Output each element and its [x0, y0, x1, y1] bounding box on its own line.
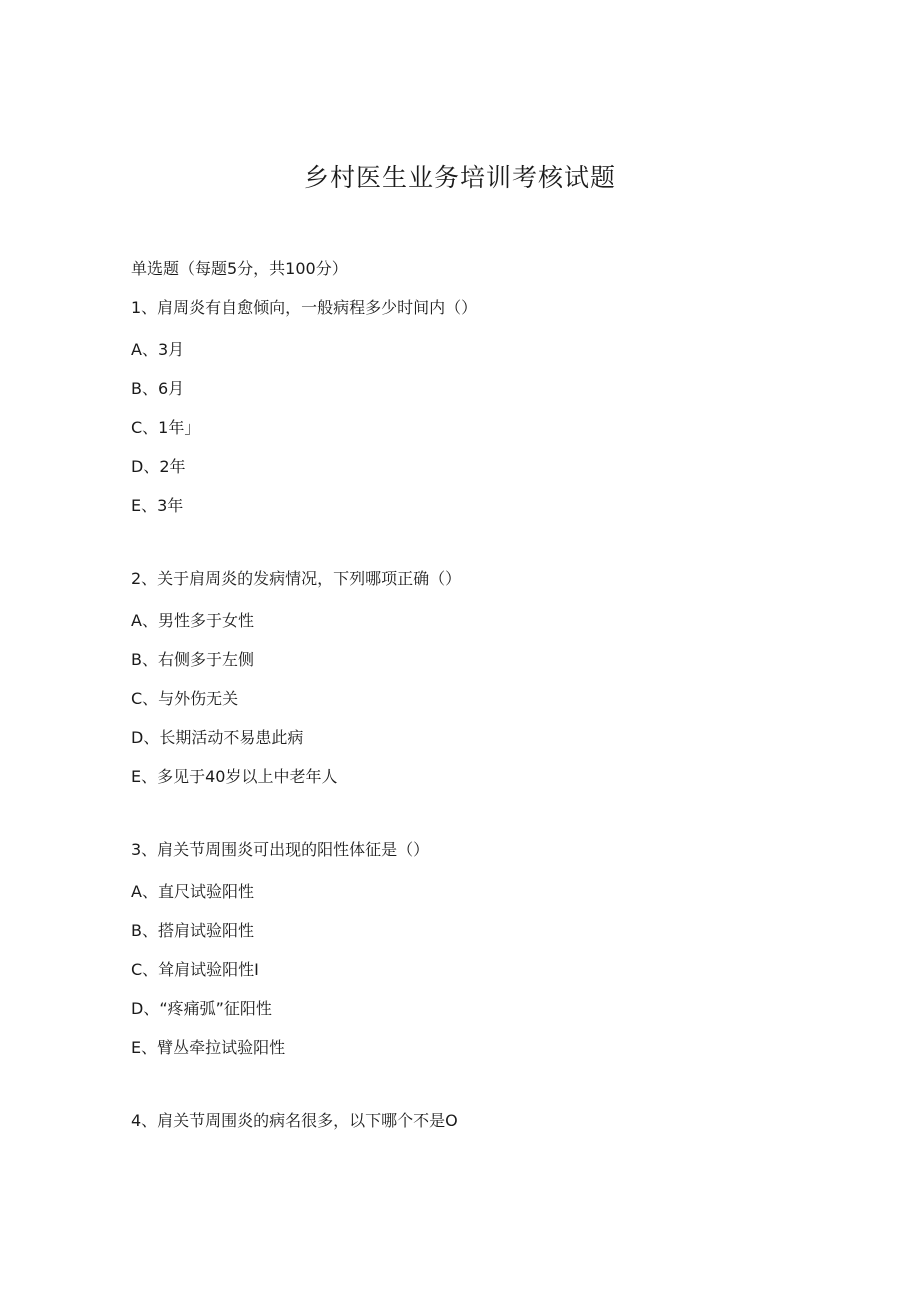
question-2-option-a: A、男性多于女性 — [131, 611, 254, 630]
question-3-option-e: E、臂丛牵拉试验阳性 — [131, 1038, 286, 1057]
question-3-option-b: B、搭肩试验阳性 — [131, 921, 254, 940]
question-1-option-c: C、1年」 — [131, 418, 201, 437]
question-3-option-c: C、耸肩试验阳性I — [131, 960, 259, 979]
question-3-option-d: D、“疼痛弧”征阳性 — [131, 999, 272, 1018]
question-1-stem: 1、肩周炎有自愈倾向，一般病程多少时间内（） — [131, 298, 478, 317]
question-1-option-b: B、6月 — [131, 379, 185, 398]
question-2-option-d: D、长期活动不易患此病 — [131, 728, 304, 747]
question-1-option-e: E、3年 — [131, 496, 184, 515]
question-1-option-a: A、3月 — [131, 340, 185, 359]
question-3-stem: 3、肩关节周围炎可出现的阳性体征是（） — [131, 840, 430, 859]
question-2-option-c: C、与外伤无关 — [131, 689, 239, 708]
section-header: 单选题（每题5分，共100分） — [131, 259, 348, 278]
question-2-stem: 2、关于肩周炎的发病情况，下列哪项正确（） — [131, 569, 462, 588]
question-3-option-a: A、直尺试验阳性 — [131, 882, 254, 901]
question-2-option-b: B、右侧多于左侧 — [131, 650, 254, 669]
question-1-option-d: D、2年 — [131, 457, 186, 476]
document-title: 乡村医生业务培训考核试题 — [303, 163, 616, 192]
question-4-stem: 4、肩关节周围炎的病名很多，以下哪个不是O — [131, 1111, 458, 1130]
question-2-option-e: E、多见于40岁以上中老年人 — [131, 767, 338, 786]
